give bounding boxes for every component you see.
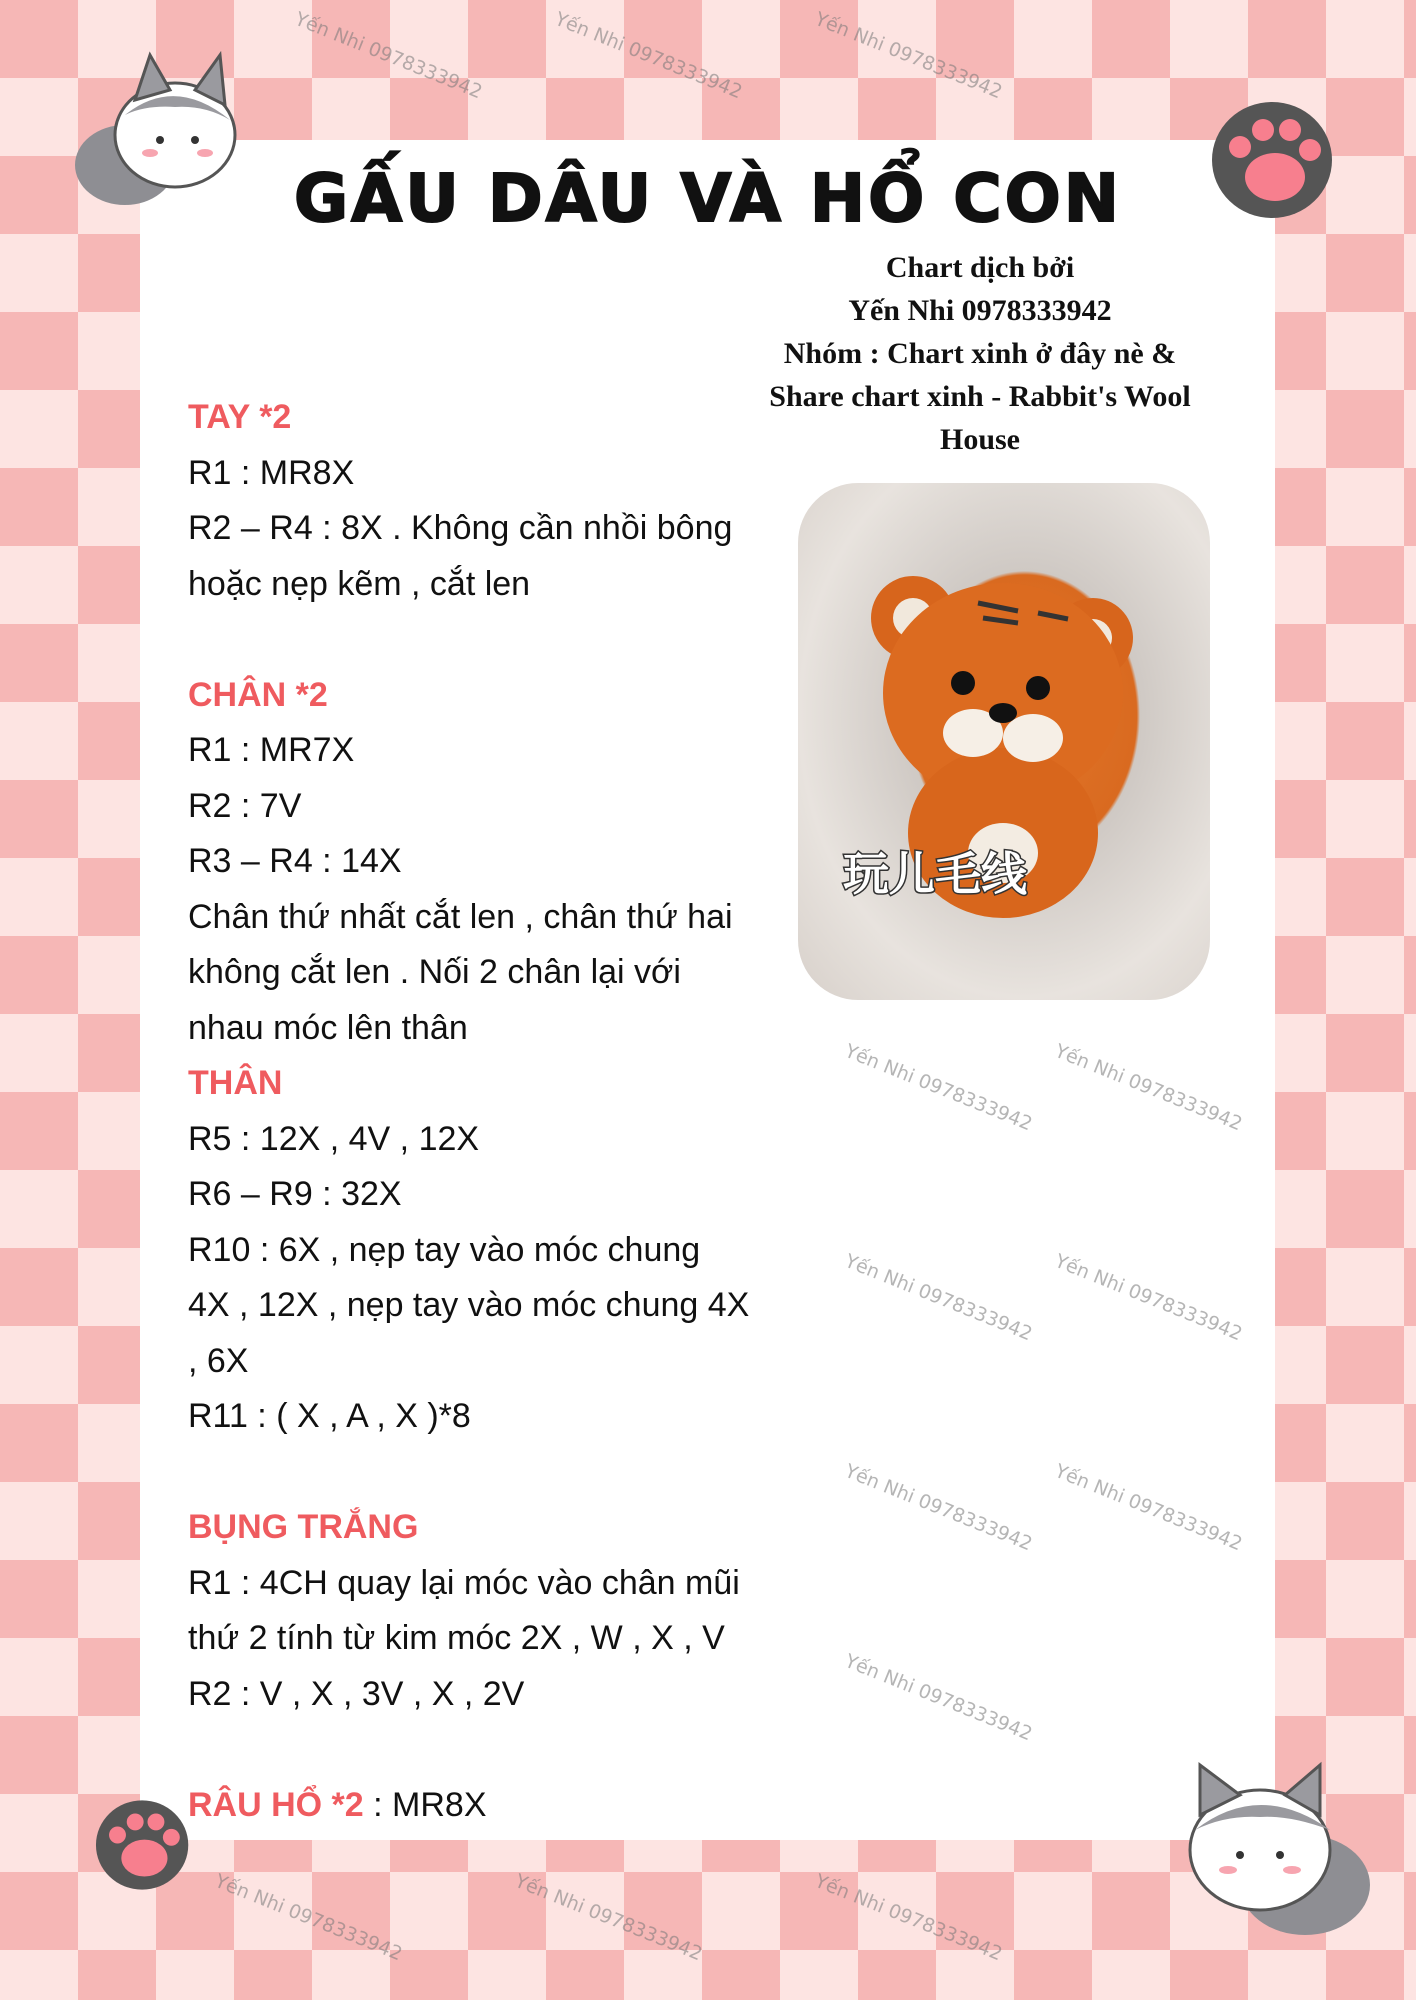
section-heading-tay: TAY *2 [188, 398, 292, 436]
watermark-text: Yến Nhi 0978333942 [811, 1870, 1006, 1966]
credit-line: House [939, 423, 1020, 456]
watermark-text: Yến Nhi 0978333942 [551, 8, 746, 104]
watermark-text: Yến Nhi 0978333942 [1051, 1040, 1246, 1136]
watermark-text: Yến Nhi 0978333942 [841, 1460, 1036, 1556]
watermark-text: Yến Nhi 0978333942 [1051, 1250, 1246, 1346]
credit-line: Nhóm : Chart xinh ở đây nè & [783, 337, 1177, 370]
paw-sticker-bottom-left-icon [90, 1795, 195, 1895]
page-title: GẤU DÂU VÀ HỔ CON [294, 160, 1122, 237]
instruction-line: R6 – R9 : 32X [188, 1175, 402, 1213]
instruction-line: R10 : 6X , nẹp tay vào móc chung [188, 1230, 701, 1269]
instruction-line: hoặc nẹp kẽm , cắt len [188, 564, 531, 603]
instruction-line: Chân thứ nhất cắt len , chân thứ hai [188, 897, 733, 936]
section-heading-bung: BỤNG TRẮNG [188, 1508, 419, 1546]
watermark-text: Yến Nhi 0978333942 [511, 1870, 706, 1966]
credit-line: Share chart xinh - Rabbit's Wool [769, 380, 1191, 413]
watermark-text: Yến Nhi 0978333942 [841, 1650, 1036, 1746]
watermark-text: Yến Nhi 0978333942 [841, 1250, 1036, 1346]
instruction-line: nhau móc lên thân [188, 1008, 468, 1047]
pattern-instructions [188, 390, 788, 1833]
instruction-text: : MR8X [363, 1785, 487, 1824]
instruction-line: , 6X [188, 1341, 249, 1380]
instruction-line: R11 : ( X , A , X )*8 [188, 1397, 471, 1435]
instruction-line: R2 : 7V [188, 786, 302, 825]
watermark-text: Yến Nhi 0978333942 [291, 8, 486, 104]
instruction-line: R1 : MR7X [188, 731, 355, 769]
instruction-line: R1 : MR8X [188, 453, 355, 492]
watermark-text: Yến Nhi 0978333942 [1051, 1460, 1246, 1556]
photo-caption: 玩儿毛线 [843, 847, 1027, 901]
section-heading-than: THÂN [188, 1064, 283, 1102]
section-heading-chan: CHÂN *2 [188, 675, 328, 714]
cat-sticker-bottom-right-icon [1170, 1755, 1380, 1945]
watermark-text: Yến Nhi 0978333942 [211, 1870, 406, 1966]
watermark-text: Yến Nhi 0978333942 [841, 1040, 1036, 1136]
section-heading-rau: RÂU HỔ *2 [188, 1785, 364, 1824]
credit-line: Yến Nhi 0978333942 [848, 294, 1112, 327]
tiger-amigurumi-photo [798, 483, 1210, 1000]
instruction-line: R5 : 12X , 4V , 12X [188, 1119, 480, 1158]
instruction-line: không cắt len . Nối 2 chân lại với [188, 953, 681, 991]
section-rau [188, 1778, 788, 1834]
instruction-line: R3 – R4 : 14X [188, 842, 402, 880]
instruction-line: 4X , 12X , nẹp tay vào móc chung 4X [188, 1286, 750, 1324]
credit-line: Chart dịch bởi [885, 251, 1075, 284]
watermark-text: Yến Nhi 0978333942 [811, 8, 1006, 104]
instruction-line: R1 : 4CH quay lại móc vào chân mũi [188, 1563, 740, 1602]
instruction-line: R2 – R4 : 8X . Không cần nhồi bông [188, 509, 733, 547]
instruction-line: R2 : V , X , 3V , X , 2V [188, 1674, 525, 1713]
instruction-line: thứ 2 tính từ kim móc 2X , W , X , V [188, 1619, 725, 1657]
